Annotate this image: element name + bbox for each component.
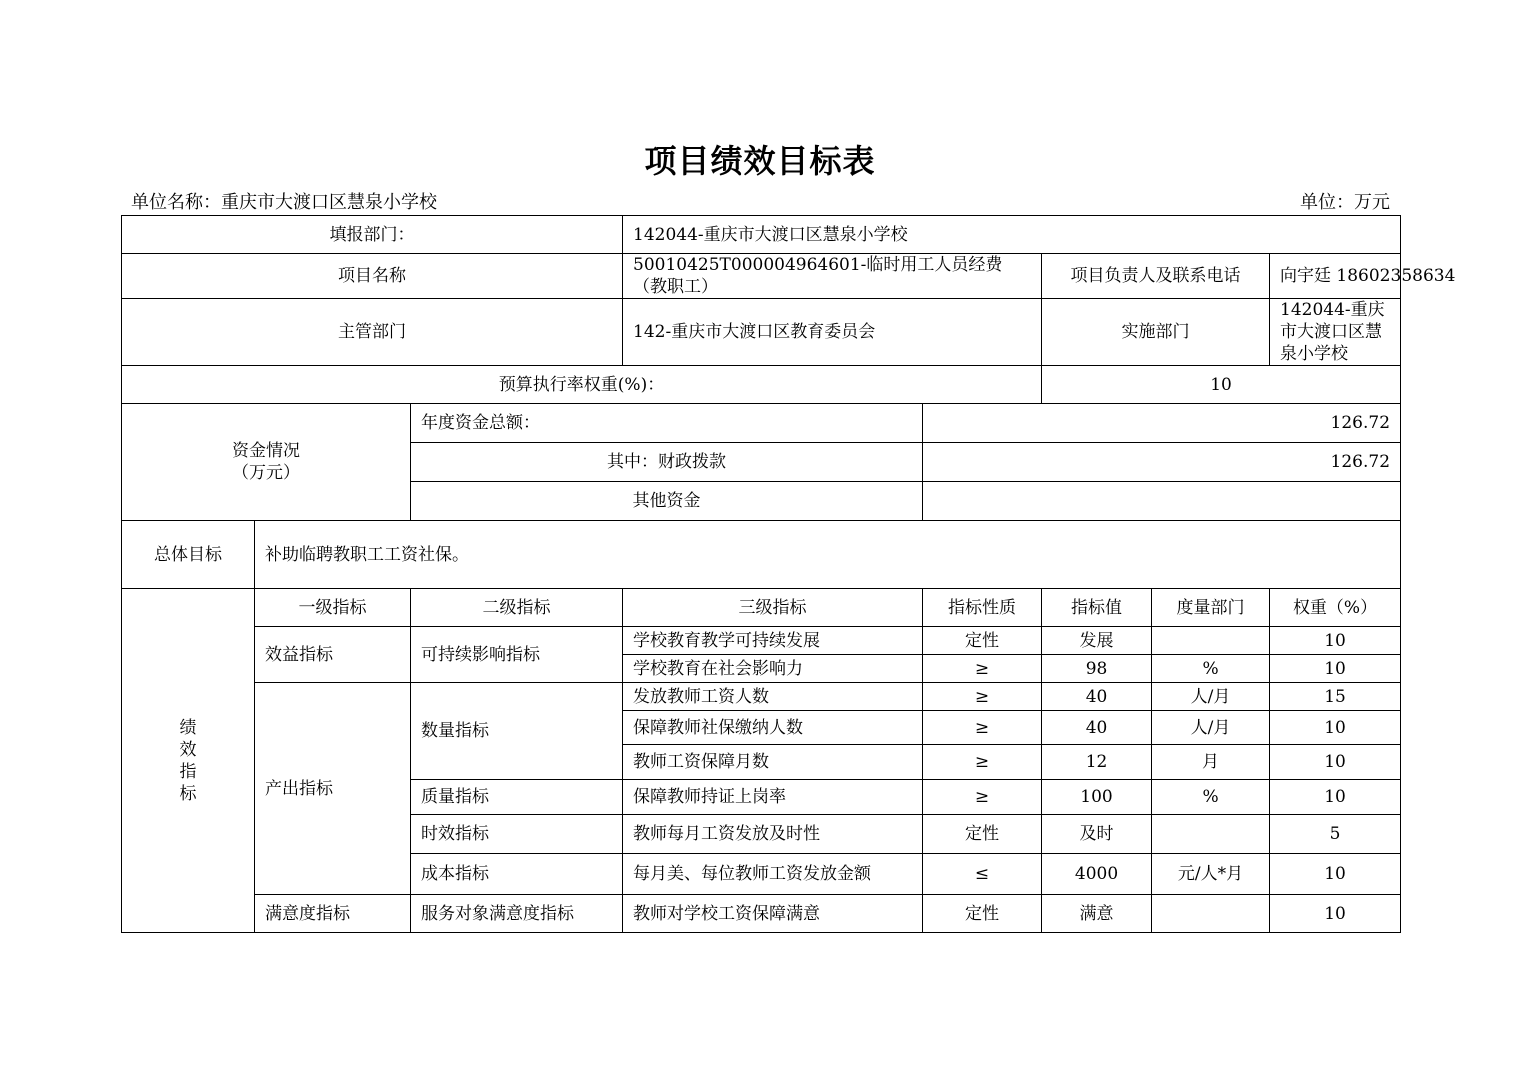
funds-label-line1: 资金情况: [232, 441, 300, 461]
indicator-weight: 10: [1270, 745, 1401, 780]
level2-sustainable: 可持续影响指标: [411, 627, 623, 683]
budget-weight-value: 10: [1042, 366, 1401, 404]
page-title: 项目绩效目标表: [644, 142, 876, 180]
fill-dept-row: [122, 216, 1401, 254]
indicator-weight: 10: [1270, 895, 1401, 933]
level1-output: 产出指标: [255, 683, 411, 895]
level2-cost: 成本指标: [411, 854, 623, 895]
funds-total-row: [122, 404, 1401, 443]
indicator-value: 发展: [1042, 627, 1152, 655]
perf-side-char: 效: [179, 739, 197, 760]
indicator-name: 学校教育在社会影响力: [623, 655, 923, 683]
indicator-nature: 定性: [923, 627, 1042, 655]
indicator-value: 40: [1042, 683, 1152, 711]
indicator-unit: 月: [1152, 745, 1270, 780]
indicator-value: 4000: [1042, 854, 1152, 895]
supervisor-label: 主管部门: [122, 299, 623, 366]
indicator-nature: ≤: [923, 854, 1042, 895]
indicator-nature: 定性: [923, 815, 1042, 854]
indicator-name: 教师工资保障月数: [623, 745, 923, 780]
fill-dept-value: 142044-重庆市大渡口区慧泉小学校: [623, 216, 1401, 254]
table-row: [122, 895, 1401, 933]
indicator-name: 保障教师社保缴纳人数: [623, 711, 923, 745]
goal-label: 总体目标: [122, 521, 255, 589]
indicator-weight: 10: [1270, 627, 1401, 655]
funds-other-label: 其他资金: [411, 482, 923, 521]
perf-side-char: 指: [179, 761, 197, 782]
indicator-nature: ≥: [923, 683, 1042, 711]
table-row: [122, 683, 1401, 711]
level2-quality: 质量指标: [411, 780, 623, 815]
indicator-weight: 10: [1270, 780, 1401, 815]
fill-dept-label: 填报部门：: [122, 216, 623, 254]
indicator-unit: 元/人*月: [1152, 854, 1270, 895]
supervisor-value: 142-重庆市大渡口区教育委员会: [623, 299, 1042, 366]
indicator-nature: ≥: [923, 745, 1042, 780]
budget-weight-label: 预算执行率权重(%)：: [122, 366, 1042, 404]
level1-benefit: 效益指标: [255, 627, 411, 683]
level2-service-satisfaction: 服务对象满意度指标: [411, 895, 623, 933]
project-name-label: 项目名称: [122, 254, 623, 299]
goal-value: 补助临聘教职工工资社保。: [255, 521, 1401, 589]
impl-label: 实施部门: [1042, 299, 1270, 366]
indicator-unit: 人/月: [1152, 683, 1270, 711]
indicator-nature: ≥: [923, 655, 1042, 683]
indicator-weight: 5: [1270, 815, 1401, 854]
indicator-value: 12: [1042, 745, 1152, 780]
contact-value: 向宇廷 18602358634: [1270, 254, 1401, 299]
contact-label: 项目负责人及联系电话: [1042, 254, 1270, 299]
indicator-nature: ≥: [923, 711, 1042, 745]
indicator-value: 100: [1042, 780, 1152, 815]
indicator-value: 及时: [1042, 815, 1152, 854]
header-level1: 一级指标: [255, 589, 411, 627]
indicator-name: 每月美、每位教师工资发放金额: [623, 854, 923, 895]
indicator-value: 98: [1042, 655, 1152, 683]
indicator-nature: 定性: [923, 895, 1042, 933]
indicator-unit: %: [1152, 780, 1270, 815]
indicator-unit: 人/月: [1152, 711, 1270, 745]
level1-satisfaction: 满意度指标: [255, 895, 411, 933]
unit-name: 单位名称：重庆市大渡口区慧泉小学校: [131, 192, 437, 213]
indicator-value: 40: [1042, 711, 1152, 745]
funds-total-label: 年度资金总额：: [411, 404, 923, 443]
indicator-weight: 10: [1270, 655, 1401, 683]
performance-table: [121, 215, 1456, 933]
header-weight: 权重（%）: [1270, 589, 1401, 627]
indicator-unit: [1152, 895, 1270, 933]
indicator-unit: %: [1152, 655, 1270, 683]
header-value: 指标值: [1042, 589, 1152, 627]
indicator-weight: 15: [1270, 683, 1401, 711]
funds-fiscal-label: 其中：财政拨款: [411, 443, 923, 482]
funds-fiscal-value: 126.72: [923, 443, 1401, 482]
funds-other-value: [923, 482, 1401, 521]
header-level2: 二级指标: [411, 589, 623, 627]
funds-label: [122, 404, 411, 521]
level2-quantity: 数量指标: [411, 683, 623, 780]
table-row: [122, 627, 1401, 655]
project-name-row: [122, 254, 1401, 299]
indicator-name: 发放教师工资人数: [623, 683, 923, 711]
indicator-name: 教师每月工资发放及时性: [623, 815, 923, 854]
project-name-value: 50010425T000004964601-临时用工人员经费（教职工）: [623, 254, 1042, 299]
indicator-weight: 10: [1270, 854, 1401, 895]
impl-value: 142044-重庆市大渡口区慧泉小学校: [1270, 299, 1401, 366]
goal-row: [122, 521, 1401, 589]
indicator-unit: [1152, 815, 1270, 854]
indicator-value: 满意: [1042, 895, 1152, 933]
indicator-name: 教师对学校工资保障满意: [623, 895, 923, 933]
indicator-nature: ≥: [923, 780, 1042, 815]
indicator-weight: 10: [1270, 711, 1401, 745]
funds-total-value: 126.72: [923, 404, 1401, 443]
funds-label-line2: （万元）: [232, 463, 300, 483]
level2-timeliness: 时效指标: [411, 815, 623, 854]
header-nature: 指标性质: [923, 589, 1042, 627]
perf-side-char: 绩: [179, 717, 197, 738]
header-unit: 度量部门: [1152, 589, 1270, 627]
unit-label: 单位：万元: [1300, 192, 1390, 213]
perf-side-char: 标: [179, 783, 197, 804]
perf-header-row: [122, 589, 1401, 627]
indicator-name: 保障教师持证上岗率: [623, 780, 923, 815]
header-level3: 三级指标: [623, 589, 923, 627]
supervisor-row: [122, 299, 1401, 366]
indicator-name: 学校教育教学可持续发展: [623, 627, 923, 655]
indicator-unit: [1152, 627, 1270, 655]
budget-weight-row: [122, 366, 1401, 404]
perf-side-label: [122, 589, 255, 933]
